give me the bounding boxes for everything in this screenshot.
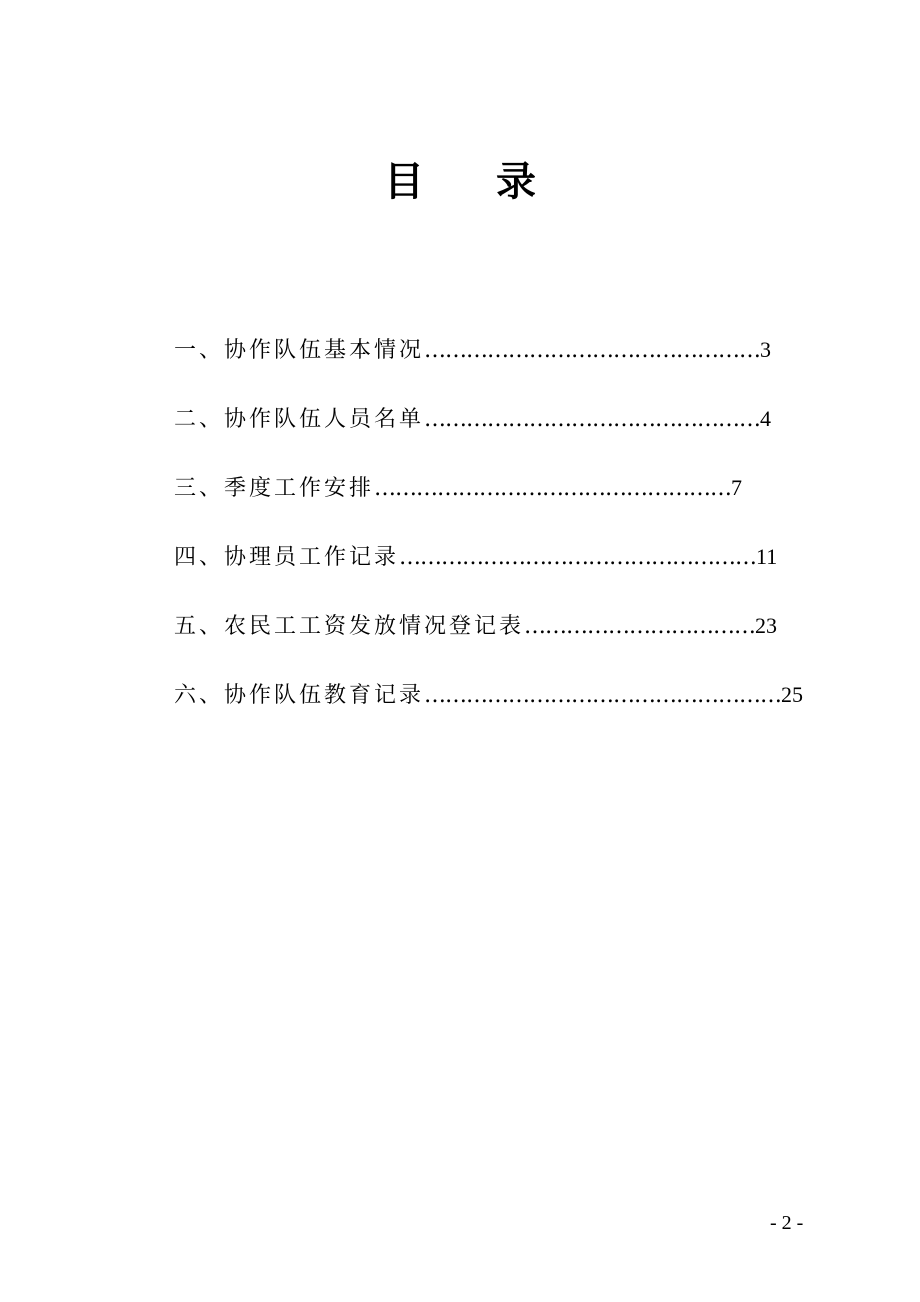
toc-entry-page: 23: [755, 613, 778, 638]
toc-entry-leader: ……………………………………………: [399, 545, 757, 570]
toc-entry-label: 六、协作队伍教育记录: [174, 683, 425, 708]
toc-entry-label: 三、季度工作安排: [174, 476, 375, 501]
toc-entry-4[interactable]: [174, 537, 814, 577]
toc-entry-page: 7: [731, 475, 743, 500]
toc-entry-label: 一、协作队伍基本情况: [174, 338, 425, 363]
toc-entry-label: 四、协理员工作记录: [174, 545, 400, 570]
toc-entry-leader: …………………………………………: [424, 407, 761, 432]
toc-entry-1[interactable]: [174, 330, 814, 370]
toc-entry-leader: ……………………………………………: [424, 683, 782, 708]
title-char-2: 录: [496, 159, 536, 205]
toc-entry-2[interactable]: [174, 399, 814, 439]
toc-entry-leader: ……………………………: [524, 614, 756, 639]
toc-entry-6[interactable]: [174, 675, 814, 715]
toc-entry-label: 二、协作队伍人员名单: [174, 407, 425, 432]
toc-entry-page: 3: [760, 337, 772, 362]
title-char-1: 目: [384, 159, 424, 205]
toc-entry-leader: …………………………………………: [424, 338, 761, 363]
table-of-contents: [174, 330, 814, 744]
toc-entry-label: 五、农民工工资发放情况登记表: [174, 614, 525, 639]
toc-entry-page: 25: [781, 682, 804, 707]
toc-entry-page: 11: [756, 544, 778, 569]
page-number: - 2 -: [770, 1212, 804, 1234]
toc-entry-leader: ……………………………………………: [374, 476, 732, 501]
toc-entry-5[interactable]: [174, 606, 814, 646]
page-title: [0, 156, 920, 208]
toc-entry-page: 4: [760, 406, 772, 431]
toc-entry-3[interactable]: [174, 468, 814, 508]
